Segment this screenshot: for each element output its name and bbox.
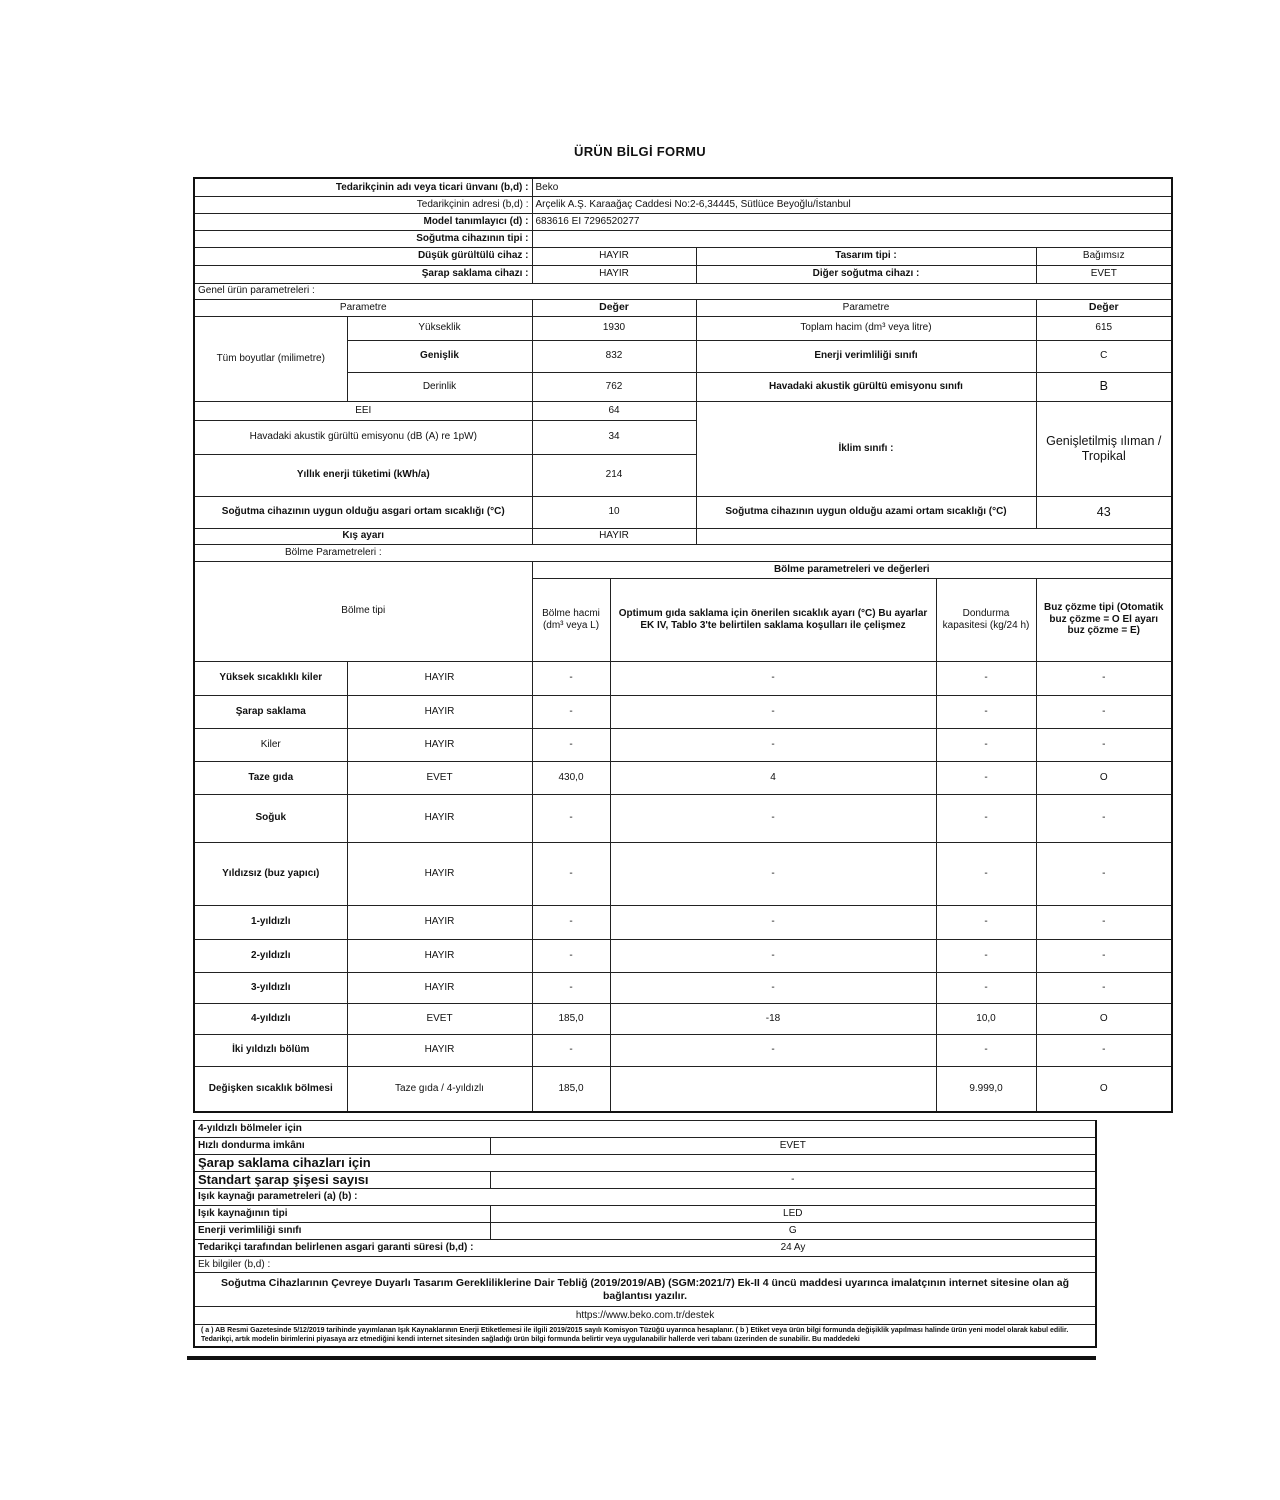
height-label: Yükseklik	[347, 316, 532, 340]
light-energy-label: Enerji verimliliği sınıfı	[194, 1223, 490, 1240]
supplier-name-value: Beko	[532, 178, 1172, 196]
compartment-volume: -	[532, 939, 610, 972]
depth-label: Derinlik	[347, 372, 532, 401]
compartment-volume: -	[532, 1034, 610, 1066]
compartment-temp: -	[610, 842, 936, 905]
annual-energy-value: 214	[532, 454, 696, 496]
table-row	[194, 905, 1172, 939]
compartment-volume: -	[532, 728, 610, 761]
compartment-name: 4-yıldızlı	[194, 1003, 347, 1034]
max-ambient-temp-label: Soğutma cihazının uygun olduğu azami ortam sıcaklığı (°C)	[696, 496, 1036, 528]
table-row	[194, 661, 1172, 695]
compartment-present: HAYIR	[347, 842, 532, 905]
wine-bottles-label: Standart şarap şişesi sayısı	[194, 1172, 490, 1189]
compartment-name: İki yıldızlı bölüm	[194, 1034, 347, 1066]
footnote: ( a ) AB Resmi Gazetesinde 5/12/2019 tarihinde yayımlanan Işık Kaynaklarının Enerji Etiketlemesi ile ilgili 2019/2015 sayılı Komisyon Tüzüğü uyarınca hesaplanır. ( b ) Etiket veya ürün bilgi formunda değişiklik yapılması halinde ürün yeni model olarak kabul edilir. Tedarikçi, artık modelin birimlerini piyasaya arz etmediğini kendi internet sitesinden sağladığı ürün bilgi formunda belirtir veya uygulanabilir hallerde veri tabanı üzerinden de sunabilir. Bu maddedeki	[194, 1325, 1096, 1347]
compartment-temp: 4	[610, 761, 936, 794]
compartment-defrost: O	[1036, 1066, 1172, 1112]
compartment-defrost: -	[1036, 1034, 1172, 1066]
four-star-section-label: 4-yıldızlı bölmeler için	[194, 1121, 1096, 1138]
warranty-value: 24 Ay	[780, 1242, 806, 1254]
page-title: ÜRÜN BİLGİ FORMU	[574, 144, 706, 159]
compartment-defrost: -	[1036, 905, 1172, 939]
cooling-type-value	[532, 230, 1172, 247]
compartment-volume: -	[532, 972, 610, 1003]
compartment-name: 3-yıldızlı	[194, 972, 347, 1003]
compartment-defrost: -	[1036, 661, 1172, 695]
light-type-value: LED	[490, 1206, 1096, 1223]
other-cooling-label: Diğer soğutma cihazı :	[696, 265, 1036, 283]
compartment-temp: -	[610, 972, 936, 1003]
fast-freeze-label: Hızlı dondurma imkânı	[194, 1138, 490, 1155]
width-value: 832	[532, 340, 696, 372]
compartment-defrost: -	[1036, 794, 1172, 842]
light-section-label: Işık kaynağı parametreleri (a) (b) :	[194, 1189, 1096, 1206]
model-id-label: Model tanımlayıcı (d) :	[194, 213, 532, 230]
wine-section-label: Şarap saklama cihazları için	[194, 1155, 1096, 1172]
compartment-freezing: -	[936, 794, 1036, 842]
light-type-label: Işık kaynağının tipi	[194, 1206, 490, 1223]
additional-info-table	[193, 1120, 1097, 1348]
compartment-volume: 430,0	[532, 761, 610, 794]
low-noise-label: Düşük gürültülü cihaz :	[194, 247, 532, 265]
compartment-name: Yıldızsız (buz yapıcı)	[194, 842, 347, 905]
compartment-present: EVET	[347, 761, 532, 794]
warranty-label: Tedarikçi tarafından belirlenen asgari garanti süresi (b,d) :	[198, 1242, 474, 1254]
model-id-value: 683616 EI 7296520277	[532, 213, 1172, 230]
compartment-freezing: -	[936, 728, 1036, 761]
table-row	[194, 1034, 1172, 1066]
eei-label: EEI	[194, 401, 532, 420]
compartment-defrost: -	[1036, 695, 1172, 728]
compartment-temp: -	[610, 939, 936, 972]
compartment-freezing: 9.999,0	[936, 1066, 1036, 1112]
table-row	[194, 1066, 1172, 1112]
param-header-left: Parametre	[194, 299, 532, 316]
compartment-freezing: -	[936, 661, 1036, 695]
wine-bottles-value: -	[490, 1172, 1096, 1189]
compartment-present: EVET	[347, 1003, 532, 1034]
min-ambient-temp-label: Soğutma cihazının uygun olduğu asgari ortam sıcaklığı (°C)	[194, 496, 532, 528]
compartment-present: HAYIR	[347, 1034, 532, 1066]
compartment-present: HAYIR	[347, 972, 532, 1003]
compartment-present: HAYIR	[347, 695, 532, 728]
compartment-present: HAYIR	[347, 794, 532, 842]
table-row	[194, 728, 1172, 761]
value-header-right: Değer	[1036, 299, 1172, 316]
dimensions-label: Tüm boyutlar (milimetre)	[194, 316, 347, 401]
climate-class-label: İklim sınıfı :	[696, 401, 1036, 496]
height-value: 1930	[532, 316, 696, 340]
compartment-defrost: -	[1036, 939, 1172, 972]
compartment-type-header: Bölme tipi	[194, 561, 532, 661]
empty-cell	[696, 528, 1172, 544]
compartment-freezing: -	[936, 905, 1036, 939]
compartment-present: HAYIR	[347, 661, 532, 695]
other-cooling-value: EVET	[1036, 265, 1172, 283]
winter-setting-value: HAYIR	[532, 528, 696, 544]
table-row	[194, 1003, 1172, 1034]
compartment-defrost: -	[1036, 728, 1172, 761]
noise-class-value: B	[1036, 372, 1172, 401]
table-row	[194, 842, 1172, 905]
compartment-name: Soğuk	[194, 794, 347, 842]
noise-db-value: 34	[532, 420, 696, 454]
compartment-params-header: Bölme parametreleri ve değerleri	[532, 561, 1172, 578]
table-row	[194, 972, 1172, 1003]
compartment-volume: -	[532, 695, 610, 728]
compartment-present: HAYIR	[347, 728, 532, 761]
compartment-freezing: -	[936, 972, 1036, 1003]
energy-class-label: Enerji verimliliği sınıfı	[696, 340, 1036, 372]
light-energy-value: G	[490, 1223, 1096, 1240]
total-volume-label: Toplam hacim (dm³ veya litre)	[696, 316, 1036, 340]
value-header-left: Değer	[532, 299, 696, 316]
compartment-defrost: -	[1036, 972, 1172, 1003]
compartment-name: Yüksek sıcaklıklı kiler	[194, 661, 347, 695]
design-type-label: Tasarım tipi :	[696, 247, 1036, 265]
noise-db-label: Havadaki akustik gürültü emisyonu (dB (A) re 1pW)	[194, 420, 532, 454]
wine-device-label: Şarap saklama cihazı :	[194, 265, 532, 283]
total-volume-value: 615	[1036, 316, 1172, 340]
min-ambient-temp-value: 10	[532, 496, 696, 528]
recommended-temp-header: Optimum gıda saklama için önerilen sıcaklık ayarı (°C) Bu ayarlar EK IV, Tablo 3'te belirtilen saklama koşulları ile çelişmez	[610, 578, 936, 661]
supplier-address-value: Arçelik A.Ş. Karaağaç Caddesi No:2-6,34445, Sütlüce Beyoğlu/İstanbul	[532, 196, 1172, 213]
compartment-temp: -	[610, 695, 936, 728]
supplier-address-label: Tedarikçinin adresi (b,d) :	[194, 196, 532, 213]
compartment-temp: -18	[610, 1003, 936, 1034]
compartment-volume: -	[532, 842, 610, 905]
eei-value: 64	[532, 401, 696, 420]
compartment-freezing: -	[936, 695, 1036, 728]
fast-freeze-value: EVET	[490, 1138, 1096, 1155]
compartment-name: Şarap saklama	[194, 695, 347, 728]
warranty-row	[194, 1240, 1096, 1257]
compartment-freezing: -	[936, 761, 1036, 794]
compartment-defrost: O	[1036, 1003, 1172, 1034]
noise-class-label: Havadaki akustik gürültü emisyonu sınıfı	[696, 372, 1036, 401]
defrost-type-header: Buz çözme tipi (Otomatik buz çözme = O El ayarı buz çözme = E)	[1036, 578, 1172, 661]
compartment-temp	[610, 1066, 936, 1112]
wine-device-value: HAYIR	[532, 265, 696, 283]
compartment-name: Değişken sıcaklık bölmesi	[194, 1066, 347, 1112]
compartment-name: Kiler	[194, 728, 347, 761]
compartment-defrost: O	[1036, 761, 1172, 794]
compartment-volume: -	[532, 794, 610, 842]
extra-info-label: Ek bilgiler (b,d) :	[194, 1257, 1096, 1273]
compartment-present: HAYIR	[347, 905, 532, 939]
compartment-temp: -	[610, 661, 936, 695]
compartment-volume: -	[532, 661, 610, 695]
compartment-volume: 185,0	[532, 1066, 610, 1112]
table-row	[194, 695, 1172, 728]
design-type-value: Bağımsız	[1036, 247, 1172, 265]
table-row	[194, 939, 1172, 972]
climate-class-value: Genişletilmiş ılıman / Tropikal	[1036, 401, 1172, 496]
table-row	[194, 761, 1172, 794]
compartment-freezing: -	[936, 842, 1036, 905]
compartment-section-label: Bölme Parametreleri :	[194, 544, 1172, 561]
compartment-temp: -	[610, 728, 936, 761]
cooling-type-label: Soğutma cihazının tipi :	[194, 230, 532, 247]
support-link[interactable]: https://www.beko.com.tr/destek	[194, 1307, 1096, 1325]
compartment-volume: -	[532, 905, 610, 939]
extra-info-notice: Soğutma Cihazlarının Çevreye Duyarlı Tasarım Gerekliliklerine Dair Tebliğ (2019/2019/AB) (SGM:2021/7) Ek-II 4 üncü maddesi uyarınca imalatçının internet sitesine olan ağ bağlantısı yazılır.	[194, 1273, 1096, 1307]
compartment-temp: -	[610, 905, 936, 939]
compartment-name: Taze gıda	[194, 761, 347, 794]
general-section-label: Genel ürün parametreleri :	[194, 283, 1172, 299]
compartment-present: HAYIR	[347, 939, 532, 972]
width-label: Genişlik	[347, 340, 532, 372]
table-row	[194, 794, 1172, 842]
max-ambient-temp-value: 43	[1036, 496, 1172, 528]
compartment-temp: -	[610, 794, 936, 842]
compartment-name: 2-yıldızlı	[194, 939, 347, 972]
supplier-name-label: Tedarikçinin adı veya ticari ünvanı (b,d) :	[194, 178, 532, 196]
bottom-border-rule	[187, 1356, 1096, 1360]
compartment-name: 1-yıldızlı	[194, 905, 347, 939]
compartment-temp: -	[610, 1034, 936, 1066]
low-noise-value: HAYIR	[532, 247, 696, 265]
product-info-table	[193, 177, 1173, 1113]
annual-energy-label: Yıllık enerji tüketimi (kWh/a)	[194, 454, 532, 496]
compartment-volume: 185,0	[532, 1003, 610, 1034]
winter-setting-label: Kış ayarı	[194, 528, 532, 544]
freezing-capacity-header: Dondurma kapasitesi (kg/24 h)	[936, 578, 1036, 661]
energy-class-value: C	[1036, 340, 1172, 372]
compartment-freezing: 10,0	[936, 1003, 1036, 1034]
compartment-present: Taze gıda / 4-yıldızlı	[347, 1066, 532, 1112]
volume-header: Bölme hacmi (dm³ veya L)	[532, 578, 610, 661]
compartment-freezing: -	[936, 1034, 1036, 1066]
param-header-right: Parametre	[696, 299, 1036, 316]
compartment-freezing: -	[936, 939, 1036, 972]
depth-value: 762	[532, 372, 696, 401]
compartment-defrost: -	[1036, 842, 1172, 905]
